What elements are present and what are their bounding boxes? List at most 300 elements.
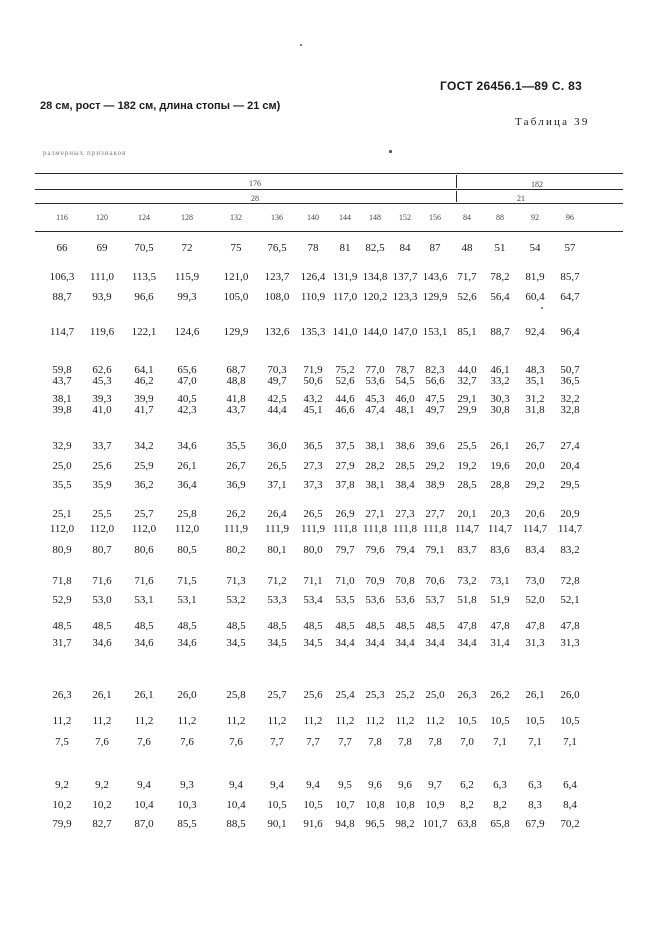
table-cell: 29,2 <box>425 460 445 472</box>
table-cell: 37,3 <box>303 479 323 491</box>
table-cell: 114,7 <box>49 326 75 338</box>
table-cell: 52,1 <box>560 594 580 606</box>
table-cell: 9,5 <box>338 779 352 791</box>
table-cell: 47,8 <box>525 620 545 632</box>
table-cell: 63,8 <box>457 818 477 830</box>
header-rule-3 <box>35 231 623 232</box>
column-header: 92 <box>531 213 539 222</box>
table-cell: 88,7 <box>490 326 510 338</box>
table-cell: 108,0 <box>264 291 290 303</box>
table-cell: 25,0 <box>425 689 445 701</box>
table-cell: 56,4 <box>490 291 510 303</box>
table-cell: 10,5 <box>490 715 510 727</box>
table-cell: 70,3 <box>267 364 287 376</box>
document-header: ГОСТ 26456.1—89 С. 83 <box>440 79 583 93</box>
table-cell: 44,0 <box>457 364 477 376</box>
table-cell: 81 <box>339 242 351 254</box>
table-cell: 83,6 <box>490 544 510 556</box>
table-cell: 70,9 <box>365 575 385 587</box>
table-cell: 126,4 <box>300 271 326 283</box>
table-cell: 112,0 <box>89 523 115 535</box>
table-cell: 54,5 <box>395 375 415 387</box>
table-cell: 98,2 <box>395 818 415 830</box>
table-cell: 25,4 <box>335 689 355 701</box>
table-cell: 26,2 <box>490 689 510 701</box>
table-cell: 50,6 <box>303 375 323 387</box>
table-cell: 20,4 <box>560 460 580 472</box>
table-cell: 10,5 <box>267 799 287 811</box>
table-cell: 43,2 <box>303 393 323 405</box>
group-divider <box>456 191 457 202</box>
table-cell: 37,8 <box>335 479 355 491</box>
table-cell: 35,9 <box>92 479 112 491</box>
table-cell: 111,9 <box>265 523 289 535</box>
table-cell: 27,4 <box>560 440 580 452</box>
table-cell: 20,6 <box>525 508 545 520</box>
table-cell: 7,6 <box>180 736 194 748</box>
table-cell: 48,5 <box>52 620 72 632</box>
table-cell: 96,4 <box>560 326 580 338</box>
table-cell: 45,3 <box>92 375 112 387</box>
table-cell: 67,9 <box>525 818 545 830</box>
table-cell: 31,3 <box>525 637 545 649</box>
table-cell: 49,7 <box>425 404 445 416</box>
table-cell: 112,0 <box>49 523 75 535</box>
table-cell: 123,3 <box>392 291 418 303</box>
table-cell: 53,1 <box>177 594 197 606</box>
table-cell: 71,5 <box>177 575 197 587</box>
table-cell: 47,8 <box>560 620 580 632</box>
table-cell: 26,1 <box>490 440 510 452</box>
table-cell: 26,1 <box>92 689 112 701</box>
table-cell: 66 <box>56 242 68 254</box>
table-cell: 7,1 <box>493 736 507 748</box>
table-cell: 26,3 <box>457 689 477 701</box>
table-cell: 129,9 <box>422 291 448 303</box>
table-cell: 11,2 <box>177 715 197 727</box>
table-cell: 7,0 <box>460 736 474 748</box>
table-cell: 11,2 <box>134 715 154 727</box>
table-cell: 117,0 <box>332 291 358 303</box>
table-cell: 7,6 <box>95 736 109 748</box>
table-cell: 81,9 <box>525 271 545 283</box>
table-cell: 72,8 <box>560 575 580 587</box>
group-foot-28: 28 <box>251 194 259 203</box>
table-cell: 96,5 <box>365 818 385 830</box>
table-cell: 80,2 <box>226 544 246 556</box>
table-cell: 50,7 <box>560 364 580 376</box>
table-cell: 48,5 <box>92 620 112 632</box>
table-cell: 111,8 <box>363 523 387 535</box>
table-cell: 25,2 <box>395 689 415 701</box>
table-cell: 38,9 <box>425 479 445 491</box>
table-cell: 10,5 <box>560 715 580 727</box>
column-header: 84 <box>463 213 471 222</box>
table-cell: 35,1 <box>525 375 545 387</box>
table-cell: 34,5 <box>267 637 287 649</box>
table-cell: 9,2 <box>95 779 109 791</box>
table-cell: 96,6 <box>134 291 154 303</box>
table-cell: 78,7 <box>395 364 415 376</box>
table-cell: 9,2 <box>55 779 69 791</box>
table-cell: 47,5 <box>425 393 445 405</box>
table-cell: 28,8 <box>490 479 510 491</box>
table-cell: 48,5 <box>134 620 154 632</box>
table-cell: 7,5 <box>55 736 69 748</box>
table-cell: 85,5 <box>177 818 197 830</box>
table-cell: 64,1 <box>134 364 154 376</box>
table-cell: 43,7 <box>226 404 246 416</box>
table-cell: 111,0 <box>90 271 114 283</box>
table-cell: 27,3 <box>303 460 323 472</box>
table-cell: 111,9 <box>224 523 248 535</box>
table-cell: 77,0 <box>365 364 385 376</box>
table-cell: 48,3 <box>525 364 545 376</box>
table-cell: 114,7 <box>557 523 583 535</box>
table-cell: 48,5 <box>303 620 323 632</box>
table-cell: 27,3 <box>395 508 415 520</box>
table-cell: 110,9 <box>300 291 326 303</box>
table-cell: 54 <box>529 242 541 254</box>
table-cell: 25,0 <box>52 460 72 472</box>
table-cell: 78,2 <box>490 271 510 283</box>
table-cell: 83,2 <box>560 544 580 556</box>
table-cell: 48,5 <box>425 620 445 632</box>
table-cell: 80,0 <box>303 544 323 556</box>
table-cell: 53,7 <box>425 594 445 606</box>
column-header: 144 <box>339 213 351 222</box>
table-cell: 153,1 <box>422 326 448 338</box>
table-cell: 143,6 <box>422 271 448 283</box>
table-cell: 46,0 <box>395 393 415 405</box>
table-cell: 11,2 <box>226 715 246 727</box>
table-cell: 71,9 <box>303 364 323 376</box>
table-cell: 101,7 <box>422 818 448 830</box>
table-cell: 32,8 <box>560 404 580 416</box>
table-cell: 25,8 <box>226 689 246 701</box>
size-features-note: размерных признаков <box>43 149 127 157</box>
table-cell: 135,3 <box>300 326 326 338</box>
table-cell: 25,8 <box>177 508 197 520</box>
table-cell: 57 <box>564 242 576 254</box>
table-cell: 84 <box>399 242 411 254</box>
table-cell: 70,5 <box>134 242 154 254</box>
table-cell: 53,1 <box>134 594 154 606</box>
table-cell: 26,4 <box>267 508 287 520</box>
column-header: 124 <box>138 213 150 222</box>
table-cell: 10,5 <box>457 715 477 727</box>
table-cell: 29,1 <box>457 393 477 405</box>
table-cell: 88,7 <box>52 291 72 303</box>
table-cell: 76,5 <box>267 242 287 254</box>
table-cell: 34,5 <box>303 637 323 649</box>
table-cell: 137,7 <box>392 271 418 283</box>
table-cell: 11,2 <box>395 715 415 727</box>
table-cell: 43,7 <box>52 375 72 387</box>
table-cell: 71,6 <box>92 575 112 587</box>
table-cell: 46,2 <box>134 375 154 387</box>
table-cell: 71,8 <box>52 575 72 587</box>
table-cell: 34,4 <box>425 637 445 649</box>
table-cell: 25,5 <box>457 440 477 452</box>
table-cell: 124,6 <box>174 326 200 338</box>
table-cell: 114,7 <box>454 523 480 535</box>
table-cell: 26,0 <box>177 689 197 701</box>
table-cell: 6,3 <box>528 779 542 791</box>
table-cell: 59,8 <box>52 364 72 376</box>
table-cell: 28,2 <box>365 460 385 472</box>
table-cell: 34,5 <box>226 637 246 649</box>
group-foot-21: 21 <box>517 194 525 203</box>
table-cell: 7,6 <box>229 736 243 748</box>
table-cell: 25,7 <box>267 689 287 701</box>
table-cell: 8,4 <box>563 799 577 811</box>
table-cell: 20,0 <box>525 460 545 472</box>
table-cell: 26,1 <box>134 689 154 701</box>
table-cell: 51 <box>494 242 506 254</box>
table-cell: 32,7 <box>457 375 477 387</box>
table-cell: 48,5 <box>177 620 197 632</box>
table-cell: 79,4 <box>395 544 415 556</box>
table-cell: 44,4 <box>267 404 287 416</box>
table-cell: 82,5 <box>365 242 385 254</box>
table-cell: 111,9 <box>301 523 325 535</box>
table-cell: 71,6 <box>134 575 154 587</box>
table-cell: 80,6 <box>134 544 154 556</box>
table-cell: 34,4 <box>457 637 477 649</box>
table-cell: 38,1 <box>365 479 385 491</box>
table-cell: 53,5 <box>335 594 355 606</box>
group-divider <box>456 175 457 188</box>
scan-speck <box>300 44 302 46</box>
table-cell: 134,8 <box>362 271 388 283</box>
table-cell: 85,7 <box>560 271 580 283</box>
table-cell: 87,0 <box>134 818 154 830</box>
table-cell: 7,8 <box>398 736 412 748</box>
table-cell: 73,2 <box>457 575 477 587</box>
table-cell: 10,8 <box>395 799 415 811</box>
table-cell: 37,5 <box>335 440 355 452</box>
column-header: 116 <box>56 213 68 222</box>
table-cell: 113,5 <box>131 271 157 283</box>
table-cell: 111,8 <box>333 523 357 535</box>
table-cell: 7,7 <box>338 736 352 748</box>
table-cell: 48,5 <box>335 620 355 632</box>
table-cell: 27,9 <box>335 460 355 472</box>
table-cell: 88,5 <box>226 818 246 830</box>
table-cell: 11,2 <box>52 715 72 727</box>
table-cell: 71,7 <box>457 271 477 283</box>
header-rule-1 <box>35 189 623 190</box>
table-cell: 114,7 <box>487 523 513 535</box>
table-cell: 120,2 <box>362 291 388 303</box>
table-cell: 71,1 <box>303 575 323 587</box>
table-cell: 60,4 <box>525 291 545 303</box>
table-cell: 53,6 <box>395 594 415 606</box>
table-cell: 78 <box>307 242 319 254</box>
table-cell: 20,9 <box>560 508 580 520</box>
table-cell: 82,7 <box>92 818 112 830</box>
table-cell: 30,3 <box>490 393 510 405</box>
table-cell: 34,6 <box>177 440 197 452</box>
table-cell: 65,6 <box>177 364 197 376</box>
column-header: 148 <box>369 213 381 222</box>
table-cell: 47,8 <box>490 620 510 632</box>
table-cell: 71,0 <box>335 575 355 587</box>
table-cell: 25,6 <box>303 689 323 701</box>
table-cell: 123,7 <box>264 271 290 283</box>
table-cell: 36,4 <box>177 479 197 491</box>
table-top-rule <box>35 173 623 174</box>
table-cell: 73,0 <box>525 575 545 587</box>
table-cell: 52,0 <box>525 594 545 606</box>
table-cell: 9,6 <box>368 779 382 791</box>
table-cell: 9,4 <box>270 779 284 791</box>
table-cell: 6,3 <box>493 779 507 791</box>
table-cell: 70,6 <box>425 575 445 587</box>
table-cell: 39,3 <box>92 393 112 405</box>
table-cell: 32,9 <box>52 440 72 452</box>
table-cell: 9,7 <box>428 779 442 791</box>
table-cell: 29,9 <box>457 404 477 416</box>
table-cell: 68,7 <box>226 364 246 376</box>
table-cell: 144,0 <box>362 326 388 338</box>
table-cell: 70,2 <box>560 818 580 830</box>
table-cell: 65,8 <box>490 818 510 830</box>
table-cell: 132,6 <box>264 326 290 338</box>
table-cell: 10,5 <box>525 715 545 727</box>
table-cell: 131,9 <box>332 271 358 283</box>
table-cell: 36,2 <box>134 479 154 491</box>
table-cell: 26,9 <box>335 508 355 520</box>
table-cell: 41,0 <box>92 404 112 416</box>
table-cell: 34,6 <box>177 637 197 649</box>
table-cell: 25,9 <box>134 460 154 472</box>
table-cell: 112,0 <box>174 523 200 535</box>
table-cell: 38,4 <box>395 479 415 491</box>
table-cell: 26,2 <box>226 508 246 520</box>
table-cell: 31,7 <box>52 637 72 649</box>
table-cell: 9,4 <box>137 779 151 791</box>
table-cell: 30,8 <box>490 404 510 416</box>
table-cell: 62,6 <box>92 364 112 376</box>
table-cell: 11,2 <box>303 715 323 727</box>
table-cell: 70,8 <box>395 575 415 587</box>
table-cell: 7,8 <box>428 736 442 748</box>
table-cell: 106,3 <box>49 271 75 283</box>
table-cell: 71,2 <box>267 575 287 587</box>
table-cell: 47,8 <box>457 620 477 632</box>
table-cell: 26,7 <box>525 440 545 452</box>
table-cell: 99,3 <box>177 291 197 303</box>
table-cell: 7,6 <box>137 736 151 748</box>
table-cell: 80,7 <box>92 544 112 556</box>
table-cell: 48,5 <box>267 620 287 632</box>
table-cell: 42,5 <box>267 393 287 405</box>
table-cell: 10,7 <box>335 799 355 811</box>
table-cell: 53,2 <box>226 594 246 606</box>
table-cell: 9,4 <box>306 779 320 791</box>
table-cell: 7,7 <box>270 736 284 748</box>
table-cell: 72 <box>181 242 193 254</box>
table-cell: 51,9 <box>490 594 510 606</box>
scan-speck <box>389 150 392 153</box>
table-cell: 28,5 <box>457 479 477 491</box>
table-cell: 31,8 <box>525 404 545 416</box>
table-cell: 79,7 <box>335 544 355 556</box>
table-cell: 94,8 <box>335 818 355 830</box>
table-cell: 25,3 <box>365 689 385 701</box>
table-cell: 52,6 <box>457 291 477 303</box>
table-cell: 26,5 <box>303 508 323 520</box>
table-cell: 7,8 <box>368 736 382 748</box>
table-cell: 75 <box>230 242 242 254</box>
table-cell: 51,8 <box>457 594 477 606</box>
table-cell: 26,1 <box>525 689 545 701</box>
table-cell: 28,5 <box>395 460 415 472</box>
table-cell: 80,9 <box>52 544 72 556</box>
table-cell: 39,9 <box>134 393 154 405</box>
table-cell: 26,0 <box>560 689 580 701</box>
table-cell: 7,1 <box>563 736 577 748</box>
table-cell: 35,5 <box>52 479 72 491</box>
table-cell: 20,3 <box>490 508 510 520</box>
table-cell: 47,0 <box>177 375 197 387</box>
table-cell: 36,5 <box>560 375 580 387</box>
table-cell: 37,1 <box>267 479 287 491</box>
table-cell: 8,2 <box>493 799 507 811</box>
table-cell: 34,4 <box>365 637 385 649</box>
table-cell: 53,3 <box>267 594 287 606</box>
table-cell: 48 <box>461 242 473 254</box>
table-cell: 11,2 <box>425 715 445 727</box>
table-cell: 10,9 <box>425 799 445 811</box>
table-cell: 7,1 <box>528 736 542 748</box>
table-cell: 19,2 <box>457 460 477 472</box>
table-cell: 38,1 <box>365 440 385 452</box>
table-cell: 25,6 <box>92 460 112 472</box>
table-cell: 48,5 <box>226 620 246 632</box>
table-cell: 34,4 <box>335 637 355 649</box>
table-cell: 56,6 <box>425 375 445 387</box>
table-cell: 34,6 <box>92 637 112 649</box>
table-cell: 11,2 <box>365 715 385 727</box>
table-cell: 27,1 <box>365 508 385 520</box>
table-cell: 36,9 <box>226 479 246 491</box>
table-cell: 93,9 <box>92 291 112 303</box>
table-cell: 41,8 <box>226 393 246 405</box>
table-cell: 45,3 <box>365 393 385 405</box>
table-cell: 27,7 <box>425 508 445 520</box>
table-cell: 53,6 <box>365 594 385 606</box>
table-cell: 119,6 <box>89 326 115 338</box>
table-cell: 75,2 <box>335 364 355 376</box>
table-cell: 48,8 <box>226 375 246 387</box>
table-cell: 6,4 <box>563 779 577 791</box>
table-cell: 80,1 <box>267 544 287 556</box>
table-cell: 25,7 <box>134 508 154 520</box>
column-header: 136 <box>271 213 283 222</box>
header-rule-2 <box>35 203 623 204</box>
column-header: 88 <box>496 213 504 222</box>
table-cell: 82,3 <box>425 364 445 376</box>
table-cell: 29,2 <box>525 479 545 491</box>
table-cell: 31,4 <box>490 637 510 649</box>
table-cell: 53,6 <box>365 375 385 387</box>
table-cell: 10,5 <box>303 799 323 811</box>
table-cell: 19,6 <box>490 460 510 472</box>
table-cell: 40,5 <box>177 393 197 405</box>
